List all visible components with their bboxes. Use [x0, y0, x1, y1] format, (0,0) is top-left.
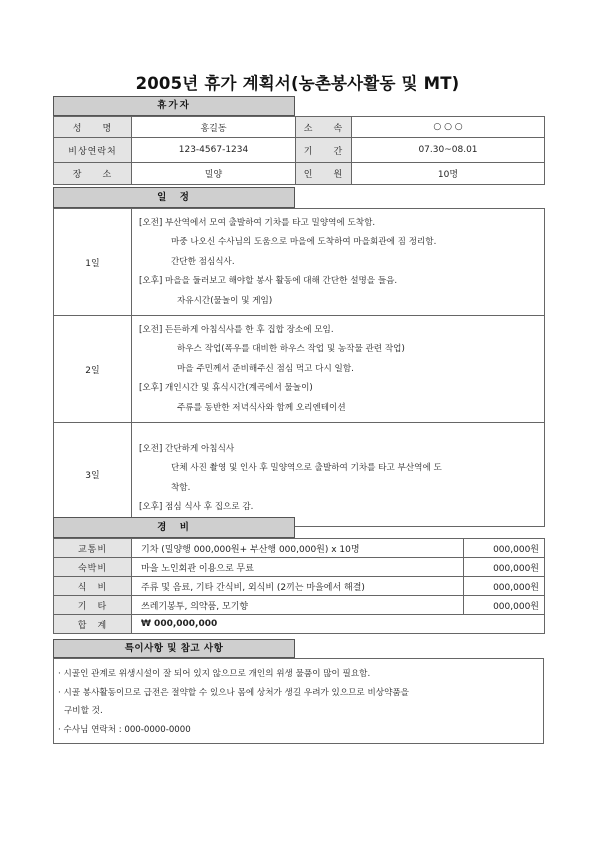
activity-line: [오후] 마을을 둘러보고 해야할 봉사 활동에 대해 간단한 설명을 들음.	[139, 276, 398, 287]
vacationer-row	[54, 138, 545, 163]
expense-row	[54, 577, 545, 596]
schedule-day-row	[54, 209, 545, 316]
total-label: 합 계	[54, 615, 132, 634]
schedule-table	[53, 208, 545, 527]
activity-line: [오후] 점심 식사 후 집으로 감.	[139, 502, 254, 513]
expense-row	[54, 539, 545, 558]
expense-row	[54, 558, 545, 577]
affiliation-value: ○ ○ ○	[352, 117, 545, 138]
expense-description: 기차 (밀양행 000,000원+ 부산행 000,000원) x 10명	[132, 539, 464, 558]
activity-line: [오전] 부산역에서 모여 출발하여 기차를 타고 밀양역에 도착함.	[139, 218, 376, 228]
expense-amount: 000,000원	[464, 539, 545, 558]
expense-amount: 000,000원	[464, 596, 545, 615]
activity-line: 간단한 점심식사.	[171, 256, 235, 267]
activity-line: [오전] 간단하게 아침식사	[139, 444, 235, 455]
name-value: 홍길동	[132, 117, 296, 138]
notes-table	[53, 658, 544, 744]
vacationer-row	[54, 117, 545, 138]
activity-line: [오전] 든든하게 아침식사를 한 후 집합 장소에 모임.	[139, 325, 334, 336]
page-title: 2005년 휴가 계획서(농촌봉사활동 및 MT)	[135, 74, 460, 93]
activity-line: 자유시간(물놀이 및 게임)	[177, 295, 273, 306]
day-activities	[132, 316, 545, 423]
emergency-contact-value: 123-4567-1234	[132, 138, 296, 163]
expense-description: 주류 및 음료, 기타 간식비, 외식비 (2끼는 마을에서 해결)	[132, 577, 464, 596]
period-label: 기 간	[296, 138, 352, 163]
expense-description: 쓰레기봉투, 의약품, 모기향	[132, 596, 464, 615]
expenses-header: 경 비	[53, 517, 295, 538]
expense-label: 기 타	[54, 596, 132, 615]
vacationer-row	[54, 163, 545, 185]
headcount-label: 인 원	[296, 163, 352, 185]
expense-row	[54, 596, 545, 615]
expense-amount: 000,000원	[464, 558, 545, 577]
note-line: · 시골 봉사활동이므로 급전은 절약할 수 있으나 몸에 상처가 생길 우려가 있으므로 비상약품을	[58, 687, 409, 698]
notes-header: 특이사항 및 참고 사항	[53, 639, 295, 658]
notes-content	[54, 659, 544, 744]
expense-description: 마을 노인회관 이용으로 무료	[132, 558, 464, 577]
expense-label: 식 비	[54, 577, 132, 596]
day-activities	[132, 209, 545, 316]
place-label: 장 소	[54, 163, 132, 185]
day-label: 2일	[54, 316, 132, 423]
note-line: 구비할 것.	[64, 706, 103, 716]
expense-label: 숙박비	[54, 558, 132, 577]
place-value: 밀양	[132, 163, 296, 185]
activity-line: [오후] 개인시간 및 휴식시간(계곡에서 물놀이)	[139, 383, 313, 394]
activity-line: 마을 주민께서 준비해주신 점심 먹고 다시 일함.	[177, 363, 354, 374]
expense-total-row	[54, 615, 545, 634]
vacationer-table	[53, 116, 545, 185]
affiliation-label: 소 속	[296, 117, 352, 138]
activity-line: 주류를 동반한 저녁식사와 함께 오리엔테이션	[177, 402, 346, 413]
note-line: · 시골인 관계로 위생시설이 잘 되어 있지 않으므로 개인의 위생 물품이 많이 필요함.	[58, 669, 371, 679]
activity-line: 착함.	[171, 482, 191, 493]
day-label: 1일	[54, 209, 132, 316]
vacationer-header: 휴가자	[53, 96, 295, 116]
activity-line: 하우스 작업(폭우를 대비한 하우스 작업 및 농작물 관련 작업)	[177, 344, 405, 355]
day-label: 3일	[54, 423, 132, 527]
total-value: ₩ 000,000,000	[132, 615, 545, 634]
activity-line: 단체 사진 촬영 및 인사 후 밀양역으로 출발하여 기차를 타고 부산역에 도	[171, 463, 442, 474]
emergency-contact-label: 비상연락처	[54, 138, 132, 163]
name-label: 성 명	[54, 117, 132, 138]
day-activities	[132, 423, 545, 527]
schedule-header: 일 정	[53, 187, 295, 208]
expense-label: 교통비	[54, 539, 132, 558]
schedule-day-row	[54, 423, 545, 527]
schedule-day-row	[54, 316, 545, 423]
activity-line: 마중 나오신 수사님의 도움으로 마을에 도착하여 마을회관에 짐 정리함.	[171, 237, 437, 248]
expense-amount: 000,000원	[464, 577, 545, 596]
period-value: 07.30~08.01	[352, 138, 545, 163]
note-line: · 수사님 연락처 : 000-0000-0000	[58, 724, 191, 735]
headcount-value: 10명	[352, 163, 545, 185]
expenses-table	[53, 538, 545, 634]
